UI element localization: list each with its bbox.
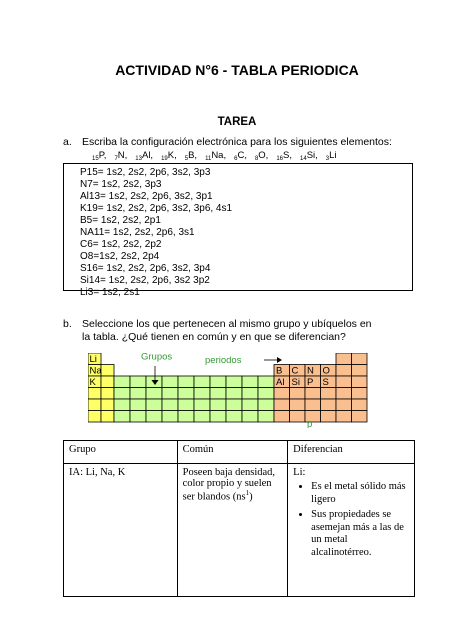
p-block-cell [305, 399, 321, 411]
element-item: $_{16}$S, [276, 150, 292, 162]
d-block-cell [130, 411, 146, 423]
d-block-cell [114, 411, 130, 423]
d-block-cell [162, 411, 178, 423]
element-item: $_{19}$K, [161, 150, 177, 162]
answer-line: B5= 1s2, 2s2, 2p1 [80, 215, 161, 226]
d-block-cell [210, 388, 226, 400]
p-block-cell [352, 353, 368, 365]
p-block-cell [336, 388, 352, 400]
d-block-cell [210, 399, 226, 411]
answer-line: N7= 1s2, 2s2, 3p3 [80, 179, 162, 190]
d-block-cell [162, 399, 178, 411]
p-block-cell [352, 365, 368, 377]
cell-grupo: IA: Li, Na, K [64, 464, 178, 597]
p-element-label: O [322, 365, 330, 377]
d-block-cell [146, 411, 162, 423]
d-block-cell [178, 376, 194, 388]
element-item: $_{14}$Si, [300, 150, 318, 162]
d-block-cell [258, 388, 274, 400]
answer-line: C6= 1s2, 2s2, 2p2 [80, 239, 162, 250]
d-block-cell [178, 411, 194, 423]
p-block-cell [352, 376, 368, 388]
d-block-cell [210, 411, 226, 423]
p-element-label: S [322, 377, 329, 388]
dif-bullet-list [293, 481, 409, 559]
p-block-cell [274, 411, 290, 423]
p-block-cell [290, 399, 306, 411]
s-block-cell [101, 365, 114, 377]
s-block-cell [101, 376, 114, 388]
d-block-cell [178, 388, 194, 400]
d-block-cell [226, 411, 242, 423]
header-grupo: Grupo [64, 441, 178, 464]
d-block-cell [242, 376, 258, 388]
d-block-cell [242, 399, 258, 411]
d-block-cell [130, 399, 146, 411]
element-item: $_5$B, [184, 150, 198, 162]
question-a-text: Escriba la configuración electrónica para los siguientes elementos: [82, 136, 392, 148]
s-element-label: K [89, 377, 96, 388]
comun-superscript: 1 [245, 489, 250, 497]
d-block-cell [210, 376, 226, 388]
d-block-cell [226, 376, 242, 388]
s-block-cell [101, 388, 114, 400]
d-block-cell [194, 399, 210, 411]
p-block-cell [305, 388, 321, 400]
periodos-label: periodos [205, 355, 242, 366]
s-element-label: Li [89, 354, 97, 365]
d-block-cell [194, 376, 210, 388]
question-b-letter: b. [63, 318, 72, 330]
p-block-cell [336, 365, 352, 377]
s-block-cell [101, 411, 114, 423]
d-block-cell [242, 411, 258, 423]
p-block-cell [274, 388, 290, 400]
p-block-cell [290, 388, 306, 400]
answer-line: NA11= 1s2, 2s2, 2p6, 3s1 [80, 227, 195, 238]
d-block-cell [242, 388, 258, 400]
element-item: $_7$N, [114, 150, 128, 162]
p-element-label: B [276, 365, 283, 377]
p-block-cell [321, 399, 337, 411]
page-title: ACTIVIDAD N°6 - TABLA PERIODICA [115, 62, 359, 78]
d-block-cell [226, 399, 242, 411]
periodic-table-diagram [88, 353, 436, 428]
question-a-letter: a. [63, 136, 72, 148]
element-item: $_{11}$Na, [205, 150, 227, 162]
s-element-label: Na [89, 365, 102, 377]
d-block-cell [194, 411, 210, 423]
cell-diferencian [288, 464, 415, 597]
d-block-cell [114, 399, 130, 411]
p-element-label: Si [291, 377, 300, 388]
p-element-label: N [307, 365, 314, 377]
p-block-cell [352, 411, 368, 423]
answer-line: O8=1s2, 2s2, 2p4 [80, 251, 160, 262]
d-block-cell [114, 388, 130, 400]
s-block-cell [88, 399, 101, 411]
d-block-cell [258, 411, 274, 423]
p-block-cell [352, 388, 368, 400]
p-element-label: Al [276, 377, 285, 388]
p-block-cell [274, 399, 290, 411]
d-block-cell [130, 376, 146, 388]
cell-comun [177, 464, 288, 597]
d-block-cell [146, 399, 162, 411]
element-item: $_8$O, [254, 150, 269, 162]
p-element-label: C [291, 365, 299, 377]
d-block-cell [194, 388, 210, 400]
answer-line: Al13= 1s2, 2s2, 2p6, 3s2, 3p1 [80, 191, 213, 202]
p-block-cell [321, 411, 337, 423]
p-block-cell [336, 353, 352, 365]
element-item: $_6$C, [234, 150, 247, 162]
d-block-cell [258, 376, 274, 388]
d-block-cell [258, 399, 274, 411]
p-block-label: p [307, 419, 313, 428]
s-block-cell [101, 399, 114, 411]
p-block-cell [290, 411, 306, 423]
dif-bullet: • Sus propiedades se asemejan más a las de un metal alcalinotérreo. [311, 509, 409, 559]
s-block-cell [88, 411, 101, 423]
element-list [92, 150, 345, 162]
p-block-cell [336, 399, 352, 411]
question-b-text: Seleccione los que pertenecen al mismo grupo y ubíquelos en la tabla. ¿Qué tienen en común y en que se diferencian? [82, 318, 372, 343]
d-block-cell [178, 399, 194, 411]
d-block-cell [226, 388, 242, 400]
header-diferencian: Diferencian [288, 441, 415, 464]
grupos-label: Grupos [141, 353, 173, 363]
p-block-cell [352, 399, 368, 411]
answer-line: Si14= 1s2, 2s2, 2p6, 3s2 3p2 [80, 275, 210, 286]
element-item: $_3$Li [325, 150, 337, 162]
element-item: $_{15}$P, [92, 150, 107, 162]
d-block-cell [162, 376, 178, 388]
answer-line: Li3= 1s2, 2s1 [80, 287, 140, 298]
d-block-cell [146, 388, 162, 400]
dif-bullet: • Es el metal sólido más ligero [311, 481, 409, 506]
p-block-cell [336, 411, 352, 423]
answer-line: P15= 1s2, 2s2, 2p6, 3s2, 3p3 [80, 167, 211, 178]
section-heading: TAREA [217, 116, 257, 128]
answer-line: K19= 1s2, 2s2, 2p6, 3s2, 3p6, 4s1 [80, 203, 233, 214]
comun-end: ) [249, 491, 253, 503]
dif-title: Li: [293, 467, 306, 478]
p-element-label: P [307, 377, 314, 388]
p-block-cell [336, 376, 352, 388]
answer-line: S16= 1s2, 2s2, 2p6, 3s2, 3p4 [80, 263, 211, 274]
d-block-cell [114, 376, 130, 388]
p-block-cell [321, 388, 337, 400]
header-comun: Común [177, 441, 288, 464]
s-block-cell [88, 388, 101, 400]
comun-text: Poseen baja densidad, color propio y suelen ser blandos (ns [182, 467, 276, 503]
d-block-cell [162, 388, 178, 400]
answer-box [63, 163, 413, 298]
d-block-cell [130, 388, 146, 400]
comparison-table [63, 440, 415, 597]
periodos-arrowhead [277, 357, 282, 363]
element-item: $_{13}$Al, [135, 150, 154, 162]
